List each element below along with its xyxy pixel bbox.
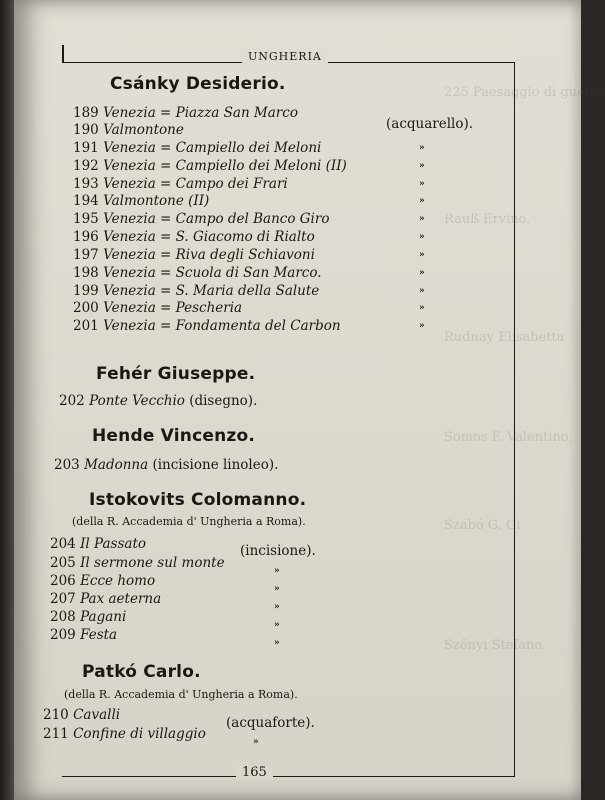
entry-technique: (incisione). — [240, 543, 316, 559]
catalog-entry — [50, 609, 126, 625]
catalog-entry — [73, 158, 347, 174]
artist-name: Fehér Giuseppe. — [96, 364, 256, 384]
ditto-mark: » — [274, 602, 280, 612]
catalog-entry — [73, 247, 315, 263]
catalog-entry — [73, 105, 298, 121]
catalog-entry — [50, 573, 155, 589]
artist-name: Istokovits Colomanno. — [89, 490, 307, 510]
entry-title: Venezia = Fondamenta del Carbon — [103, 318, 341, 334]
catalog-entry — [50, 627, 117, 643]
catalog-entry — [50, 555, 225, 571]
ditto-mark: » — [274, 566, 280, 576]
entry-title: Ponte Vecchio — [89, 393, 185, 409]
entry-number: 207 — [50, 591, 76, 607]
entry-title: Valmontone (II) — [103, 193, 210, 209]
artist-name: Hende Vincenzo. — [92, 426, 256, 446]
catalog-entry — [73, 193, 209, 209]
entry-number: 211 — [43, 726, 69, 742]
artist-name: Patkó Carlo. — [82, 662, 201, 682]
catalog-entry — [54, 457, 278, 473]
artist-affiliation: (della R. Accademia d' Ungheria a Roma). — [64, 688, 298, 701]
ditto-mark: » — [419, 303, 425, 313]
entry-number: 201 — [73, 318, 99, 334]
entry-number: 190 — [73, 122, 99, 138]
catalog-entry — [73, 211, 329, 227]
entry-number: 195 — [73, 211, 99, 227]
catalog-entry — [43, 707, 120, 723]
entry-number: 191 — [73, 140, 99, 156]
bleed-through: 225 Paesaggio di guerra Rauß Ervino. Rudnay Elisabetta Somos F. Valentino. Szabó G. Gi Szőnyi Stefano. — [444, 85, 605, 653]
ditto-mark: » — [419, 321, 425, 331]
entry-technique: (acquaforte). — [226, 715, 315, 731]
entry-number: 203 — [54, 457, 80, 473]
entry-title: Confine di villaggio — [73, 726, 206, 742]
entry-number: 205 — [50, 555, 76, 571]
frame-corner — [62, 45, 64, 62]
entry-number: 194 — [73, 193, 99, 209]
catalog-entry — [59, 393, 257, 409]
ditto-mark: » — [419, 196, 425, 206]
page-number: 165 — [236, 765, 273, 780]
entry-title: Venezia = Scuola di San Marco. — [103, 265, 322, 281]
running-header: UNGHERIA — [242, 50, 328, 63]
catalog-entry — [50, 591, 161, 607]
entry-title: Pax aeterna — [80, 591, 162, 607]
ditto-mark: » — [419, 179, 425, 189]
catalog-entry — [73, 283, 319, 299]
entry-number: 198 — [73, 265, 99, 281]
entry-number: 210 — [43, 707, 69, 723]
entry-number: 193 — [73, 176, 99, 192]
catalog-entry — [73, 176, 288, 192]
entry-title: Venezia = Campiello dei Meloni (II) — [103, 158, 347, 174]
ditto-mark: » — [419, 250, 425, 260]
artist-name: Csánky Desiderio. — [110, 74, 286, 94]
entry-title: Il sermone sul monte — [80, 555, 225, 571]
catalog-entry — [73, 318, 341, 334]
entry-title: Festa — [80, 627, 118, 643]
entry-title: Venezia = S. Maria della Salute — [103, 283, 320, 299]
entry-number: 192 — [73, 158, 99, 174]
entry-number: 199 — [73, 283, 99, 299]
ditto-mark: » — [253, 737, 259, 747]
entry-number: 196 — [73, 229, 99, 245]
entry-number: 189 — [73, 105, 99, 121]
entry-title: Venezia = Campo del Banco Giro — [103, 211, 330, 227]
entry-title: Venezia = Pescheria — [103, 300, 243, 316]
entry-title: Venezia = Riva degli Schiavoni — [103, 247, 315, 263]
entry-title: Madonna — [84, 457, 149, 473]
entry-title: Venezia = Campo dei Frari — [103, 176, 288, 192]
entry-title: Venezia = S. Giacomo di Rialto — [103, 229, 315, 245]
entry-number: 206 — [50, 573, 76, 589]
artist-affiliation: (della R. Accademia d' Ungheria a Roma). — [72, 515, 306, 528]
ditto-mark: » — [419, 232, 425, 242]
entry-number: 204 — [50, 536, 76, 552]
catalog-entry — [73, 229, 315, 245]
ditto-mark: » — [274, 584, 280, 594]
entry-title: Venezia = Piazza San Marco — [103, 105, 298, 121]
entry-number: 202 — [59, 393, 85, 409]
entry-number: 209 — [50, 627, 76, 643]
catalog-entry — [73, 140, 321, 156]
entry-technique: (acquarello). — [386, 116, 474, 132]
ditto-mark: » — [419, 143, 425, 153]
entry-title: Venezia = Campiello dei Meloni — [103, 140, 322, 156]
ditto-mark: » — [274, 620, 280, 630]
ditto-mark: » — [419, 286, 425, 296]
catalog-entry — [73, 122, 184, 138]
entry-title: Il Passato — [80, 536, 147, 552]
ditto-mark: » — [419, 161, 425, 171]
catalog-entry — [43, 726, 206, 742]
entry-title: Cavalli — [73, 707, 121, 723]
entry-title: Valmontone — [103, 122, 184, 138]
entry-technique: (incisione linoleo). — [152, 457, 279, 473]
catalog-entry — [50, 536, 146, 552]
ditto-mark: » — [419, 268, 425, 278]
ditto-mark: » — [274, 638, 280, 648]
catalog-page — [14, 0, 605, 800]
catalog-entry — [73, 265, 322, 281]
entry-title: Pagani — [80, 609, 127, 625]
entry-technique: (disegno). — [189, 393, 258, 409]
entry-number: 208 — [50, 609, 76, 625]
ditto-mark: » — [419, 214, 425, 224]
catalog-entry — [73, 300, 242, 316]
entry-title: Ecce homo — [80, 573, 156, 589]
entry-number: 200 — [73, 300, 99, 316]
entry-number: 197 — [73, 247, 99, 263]
